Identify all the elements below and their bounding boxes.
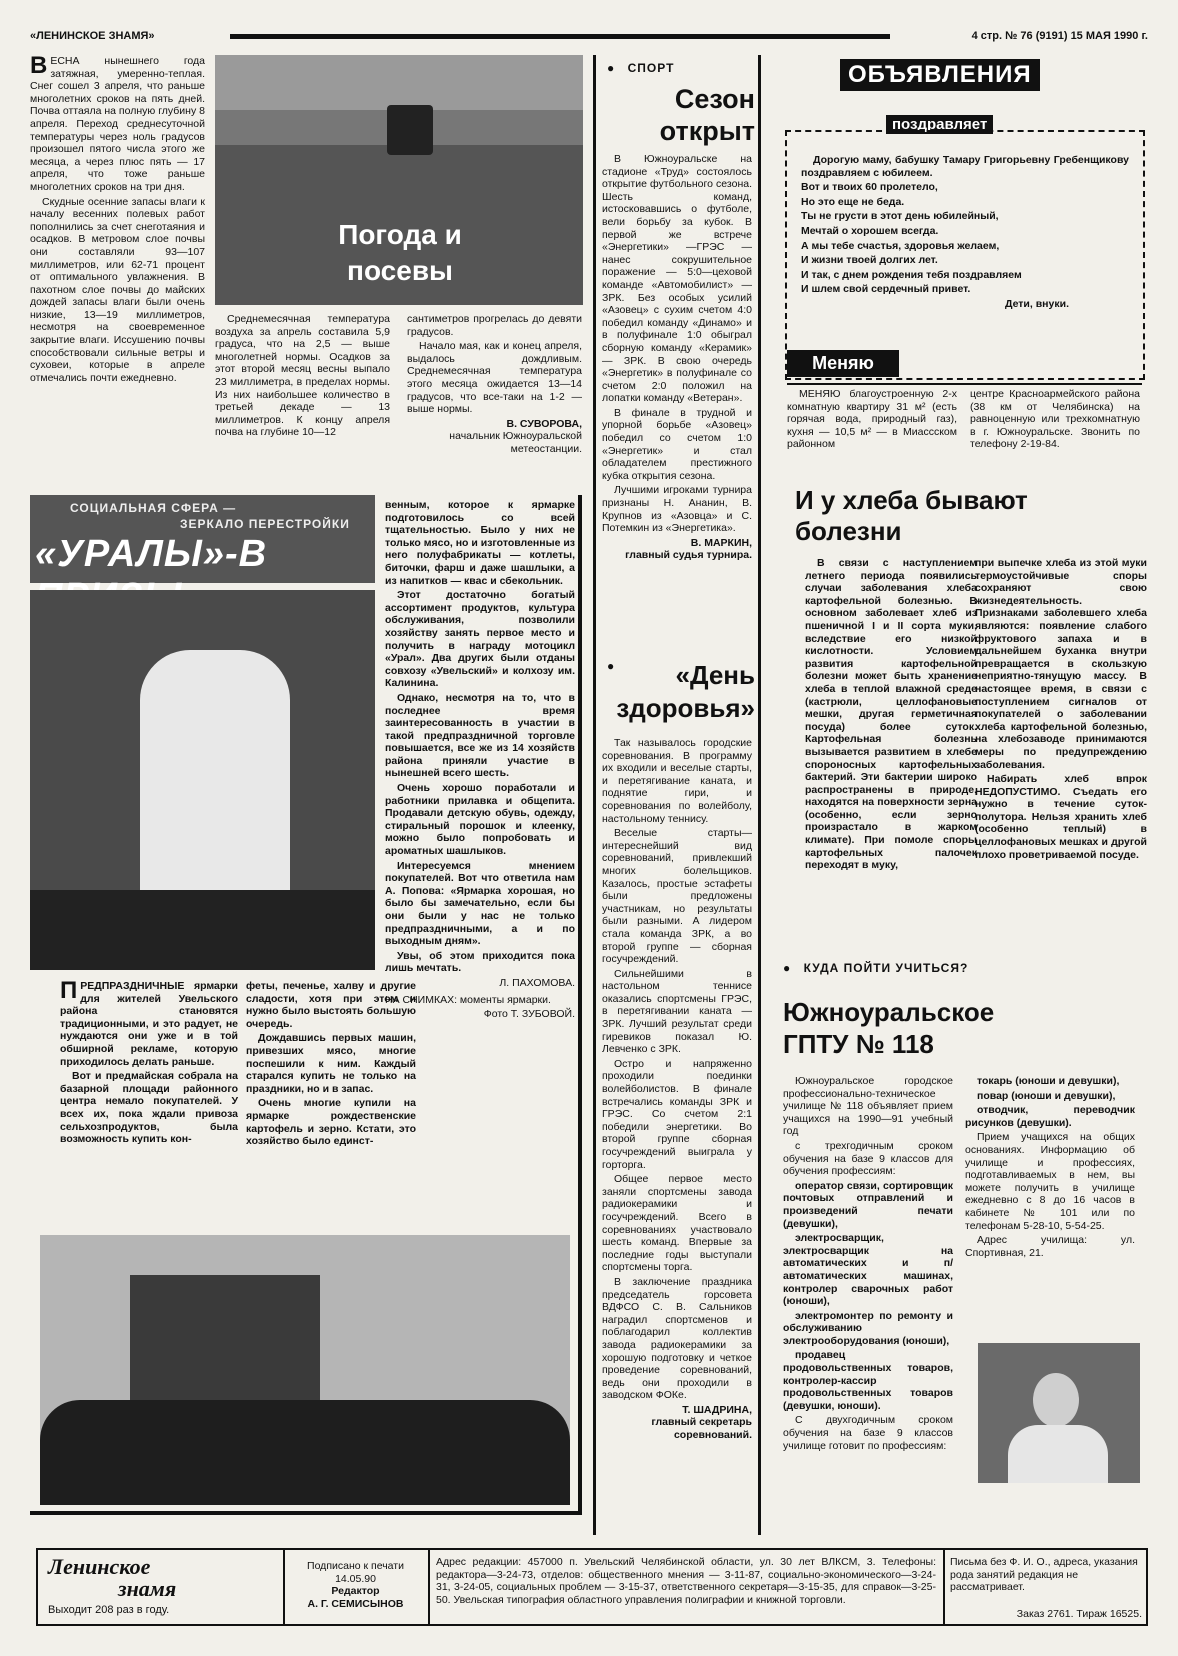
footer-signed-date: 14.05.90 (335, 1572, 376, 1585)
school-rubric-label: КУДА ПОЙТИ УЧИТЬСЯ? (803, 961, 969, 975)
social-paragraph: венным, которое к ярмарке подготовилось со всей тщательностью. Было у них не только мясо, но и изготовленные из него полуфабрикаты — котлеты, биточки, фарш и даже шашлыки, а из напитков — квас и сбекольник. (385, 499, 576, 587)
ads-exchange-label: Меняю (787, 350, 899, 377)
sport-rubric (607, 61, 674, 75)
footer-editor-name: А. Г. СЕМИСЫНОВ (307, 1597, 404, 1610)
social-paragraph: Дождавшись первых машин, привезших мясо, многие поспешили к ним. Каждый старался купить не только на праздники, но и в запас. (246, 1032, 416, 1095)
ads-congrats-verse: Но это еще не беда. (801, 195, 905, 208)
social-photo-crowd (40, 1235, 570, 1505)
social-rubric (30, 495, 375, 583)
school-paragraph: Прием учащихся на общих основаниях. Информацию об училище и профессиях, подготавливаемых в нем, вы можете получить в училище ежедневно с 8 до 16 часов в кабинете № 101 или по телефонам 5-28-10, 5-54-25. (965, 1131, 1135, 1232)
ads-congrats-label: поздравляет (886, 115, 993, 134)
photo-crowd (40, 1400, 570, 1505)
sport-paragraph: Веселые старты— интереснейший вид соревнований, привлекший многих болельщиков. Казалось, простые эстафеты были предложены участникам, но результаты были разными. А лидером стала команда ЗРК, а во второй группе — сборная госучреждений. (602, 827, 752, 966)
sport-paragraph: В финале в трудной и упорной борьбе «Азовец» победил со счетом 1:0 «Энергетик» и стал обладателем престижного кубка открытия сезона. (602, 406, 752, 482)
sport-headline-2: «День здоровья» (616, 660, 755, 723)
ads-exchange-text: МЕНЯЮ благоустроенную 2-х комнатную квартиру 31 м² (есть горячая вода, природный газ), кухня — 10,5 м² — в Миассском районном (787, 388, 957, 451)
ads-congrats-verse: Ты не грусти в этот день юбилейный, (801, 210, 999, 223)
ads-section (780, 55, 1150, 475)
social-paragraph: Увы, об этом приходится пока лишь мечтать. (385, 949, 575, 975)
school-profession: электросварщик, электросварщик на автоматических и п/автоматических машинах, контролер сварочных работ (юноши), (783, 1232, 953, 1308)
social-caption: НА СНИМКАХ: моменты ярмарки. (385, 993, 551, 1006)
sport-paragraph: В Южноуральске на стадионе «Труд» состоялось открытие футбольного сезона. Шесть команд, истосковавшись о футболе, вели борьбу за кубок. В первой же встрече «Энергетики» —ГРЭС — нанес сокрушительное поражение — 5:0—цеховой команде «Автомобилист» — ЗРК. Без особых усилий «Азовец» с сухим счетом 4:0 победил команду «Динамо» и в полуфинале 1:0 обыграл сборную команду «Керамик» — ЗРК. В свою очередь «Энергетик» в полуфинале со счетом 2:0 положил на лопатки команду «Ветеран». (602, 153, 752, 405)
ads-congrats-verse: И так, с днем рождения тебя поздравляем (801, 268, 1022, 281)
weather-signature-role: начальник Южноуральской метеостанции. (449, 430, 582, 455)
weather-col1 (30, 52, 205, 386)
photo-truck (130, 1275, 320, 1415)
social-border-bottom (30, 1511, 582, 1515)
weather-photo-tractor (215, 55, 583, 305)
bread-paragraph: Набирать хлеб впрок НЕДОПУСТИМО. Съедать его нужно в течение суток-полутора. Нельзя хранить хлеб (особенно теплый) в целлофановых мешках и другой плохо проветриваемой посуде. (975, 773, 1147, 861)
footer-editor-label: Редактор (331, 1585, 380, 1597)
ads-congrats-verse: Вот и твоих 60 пролетело, (801, 181, 938, 194)
school-photo-students (978, 1343, 1140, 1483)
sport-signature-1: В. МАРКИН, (690, 536, 752, 549)
ads-congrats-verse: Мечтай о хорошем всегда. (801, 224, 939, 237)
ads-congrats-intro: Дорогую маму, бабушку Тамару Григорьевну Гребенщикову поздравляем с юбилеем. (801, 154, 1129, 179)
bread-headline: И у хлеба бывают болезни (795, 485, 1028, 546)
social-col3 (385, 495, 575, 1021)
social-paragraph: феты, печенье, халву и другие сладости, хотя при этом и нужно было выстоять большую очередь. (246, 980, 416, 1030)
sport-headline-1: Сезон открыт (659, 84, 755, 146)
footer-signed-label: Подписано к печати (307, 1560, 404, 1572)
ads-congrats-signature: Дети, внуки. (1004, 297, 1069, 310)
sport-column (593, 55, 761, 1535)
sport-border-left (593, 55, 596, 1535)
sport-signature-2: Т. ШАДРИНА, (682, 1403, 752, 1416)
ads-exchange-col2 (970, 388, 1140, 453)
school-paragraph: Южноуральское городское профессионально-техническое училище № 118 объявляет прием учащихся на 1990—91 учебный год (783, 1075, 953, 1138)
ads-congrats-verse: И шлем свой сердечный привет. (801, 283, 971, 296)
sport-paragraph: Остро и напряженно проходили поединки волейболистов. В финале встречались команды ЗРК и ГРЭС. Со счетом 2:1 победили энергетики. Во второй группе сборная госучреждений выиграла у горторга. (602, 1057, 752, 1171)
weather-headline: Погода и посевы (338, 219, 462, 286)
school-col2 (965, 1075, 1135, 1261)
bread-paragraph: при выпечке хлеба из этой муки термоустойчивые споры сохраняют свою жизнедеятельность. Признаками заболевшего хлеба являются: появление слабого фруктового запаха и в дальнейшем буханка внутри превращается в скользкую неприятно-тянущую массу. В настоящее время, в связи с поступлением сигналов от покупателей о заболевании хлеба картофельной болезнью, на хлебозаводе принимаются меры по предупреждению заболевания. (975, 557, 1147, 771)
weather-paragraph: сантиметров прогрелась до девяти градусов. (407, 313, 582, 338)
photo-student-face (1033, 1373, 1079, 1427)
sport-body-1 (602, 153, 752, 562)
bread-paragraph: В связи с наступлением летнего периода появились случаи заболевания хлеба картофельной болезнью. В основном заболевает хлеб из пшеничной I и II сорта муки, вследствие его низкой кислотности. Условием развития картофельной болезни может быть хранение хлеба в теплой влажной среде (кастрюли, целлофановые мешки, другая герметичная посуда) более суток. Картофельная болезнь вызывается развитием в хлебе спороносных картофельных бактерий. Эти бактерии широко распространены в природе, находятся на поверхности зерна (особенно, если зерно произрастало в жарком климате). При помоле споры картофельных палочек переходят в муку, (805, 557, 977, 872)
weather-paragraph: Скудные осенние запасы влаги к началу весенних полевых работ пополнились за счет снеготаяния и осадков. В метровом слое почвы они составляли 93—107 миллиметров, или 62-71 процент от оптимального увлажнения. В пахотном слое почвы до майских дождей запасы влаги были очень низкие, 13—19 миллиметров, несмотря на своевременное закрытие влаги. Иссушению почвы способствовали сильные ветры и суховеи, которые в апреле отмечались почти ежедневно. (30, 195, 205, 384)
social-paragraph: Этот достаточно богатый ассортимент продуктов, культура обслуживания, позволили хозяйству занять первое место и получить в награду мотоцикл «Урал». Два других были отданы совхозу «Увельский» и колхозу им. Калинина. (385, 589, 575, 690)
sport-bullet-icon: ● (607, 61, 616, 75)
social-paragraph: Интересуемся мнением покупателей. Вот что ответила нам А. Попова: «Ярмарка хорошая, но было бы замечательно, если бы они были у нас не только предпраздничными, а и по выходным дням». (385, 859, 575, 948)
social-paragraph: Очень многие купили на ярмарке рождественские картофель и зерно. Кстати, это хозяйство было единст- (246, 1097, 416, 1148)
weather-drop-cap: В (30, 52, 48, 79)
school-profession: электромонтер по ремонту и обслуживанию электрооборудования (юноши), (783, 1309, 953, 1347)
social-article (30, 495, 585, 1530)
weather-paragraph: ЕСНА нынешнего года затяжная, умеренно-теплая. Снег сошел 3 апреля, что раньше многолетних сроков на пять дней. Почва оттаяла на полную глубину 8 апреля. Переход среднесуточной температуры через ноль градусов произошел пятого числа этого же месяца, а через плюс пять — 17 апреля, что тоже раньше многолетних сроков на три дня. (30, 55, 205, 193)
school-profession: продавец продовольственных товаров, контролер-кассир продовольственных товаров (девушки, юноши). (783, 1349, 953, 1412)
footer-signed (288, 1560, 423, 1610)
footer-order: Заказ 2761. Тираж 16525. (1016, 1608, 1142, 1620)
social-paragraph: Вот и предмайская собрала на базарной площади районного центра немало покупателей. У всех их, пока ждали привоза сельхозпродуктов, была возможность купить кон- (60, 1070, 238, 1146)
footer-logo (48, 1556, 278, 1616)
footer-logo-line1: Ленинское (48, 1554, 151, 1579)
ads-exchange-text: центре Красноармейского района (38 км от Челябинска) на равноценную или трехкомнатную в г. Южноуральске. Звонить по телефону 2-19-84. (970, 388, 1140, 451)
school-profession: повар (юноши и девушки), (977, 1089, 1116, 1102)
sport-border-right (758, 55, 761, 1535)
footer-divider (428, 1550, 430, 1624)
sport-paragraph: В заключение праздника председатель горсовета ВДФСО С. В. Сальников наградил спортсменов и поблагодарил коллектив завода радиокерамики за хорошую подготовку и четкое проведение соревнований, ведь они проходили в заводском ФОКе. (602, 1275, 752, 1402)
bread-col2 (975, 557, 1147, 863)
masthead (30, 30, 1148, 44)
school-headline-2: ГПТУ № 118 (783, 1029, 934, 1059)
social-col1 (60, 977, 238, 1148)
photo-tractor (387, 105, 433, 155)
footer-divider (283, 1550, 285, 1624)
social-border-right (578, 495, 582, 1515)
ads-congrats-verse: А мы тебе счастья, здоровья желаем, (801, 239, 1000, 252)
school-headline-1: Южноуральское (783, 997, 995, 1027)
school-paragraph: с трехгодичным сроком обучения на базе 9 классов для обучения профессиям: (783, 1139, 953, 1178)
bread-col1 (805, 557, 977, 874)
school-paragraph: С двухгодичным сроком обучения на базе 9 классов училище готовит по профессиям: (783, 1414, 953, 1452)
social-photo-credit: Фото Т. ЗУБОВОЙ. (483, 1008, 575, 1021)
school-rubric (783, 961, 968, 975)
social-signature: Л. ПАХОМОВА. (499, 976, 575, 989)
footer-letters-note: Письма без Ф. И. О., адреса, указания рода занятий редакция не рассматривает. (950, 1556, 1138, 1593)
school-profession: отводчик, переводчик рисунков (девушки). (965, 1104, 1135, 1129)
ads-exchange-col1 (787, 388, 957, 453)
social-paragraph: Очень хорошо поработали и работники прилавка и общепита. Продавали детскую обувь, одежду, стиральный порошок и клеенку, можно было попробовать и ароматных шашлыков. (385, 782, 575, 858)
footer-divider (943, 1550, 945, 1624)
sport-signature-1-role: главный судья турнира. (625, 549, 752, 562)
bread-article (780, 485, 1150, 940)
masthead-rule (230, 34, 890, 39)
sport-bullet-icon: ● (607, 659, 616, 673)
school-article (780, 955, 1150, 1530)
footer-frequency: Выходит 208 раз в году. (48, 1604, 170, 1616)
footer-imprint (36, 1548, 1148, 1626)
social-photo-vendor (30, 590, 375, 970)
sport-rubric-label: СПОРТ (627, 61, 675, 75)
school-profession: оператор связи, сортировщик почтовых отправлений и произведений печати (девушки), (783, 1179, 953, 1230)
footer-logo-line2: знамя (118, 1576, 177, 1601)
ads-congrats-box (785, 130, 1145, 380)
masthead-issue-info: 4 стр. № 76 (9191) 15 МАЯ 1990 г. (971, 30, 1148, 42)
sport-paragraph: Лучшими игроками турнира признаны Н. Ананин, В. Крупнов из «Азовца» и С. Потемкин из «Энергетика». (602, 484, 752, 535)
social-rubric-line1: СОЦИАЛЬНАЯ СФЕРА — (70, 501, 237, 515)
sport-paragraph: Общее первое место заняли спортсмены завода радиокерамики и госучреждений. Всего в соревнованиях участвовало шесть команд. Впервые за последние годы выступали спортсмены торга. (602, 1173, 752, 1274)
sport-paragraph: Сильнейшими в настольном теннисе оказались спортсмены ГРЭС, в перетягивании каната — ЗРК. Лучший результат среди гиревиков показал Ю. Левченко с ЗРК. (602, 967, 752, 1056)
school-address: Адрес училища: ул. Спортивная, 21. (965, 1234, 1135, 1259)
social-paragraph: Однако, несмотря на то, что в последнее время заинтересованность в участии в такой предпраздничной торговле повышается, все же из 14 хозяйств района приняли участие в нынешней всего шесть. (385, 691, 575, 780)
ads-congrats-verse: И жизни твоей долгих лет. (801, 254, 938, 267)
weather-paragraph: Начало мая, как и конец апреля, выдалось дождливым. Среднемесячная температура этого месяца ожидается 13—14 градусов, что все-таки на 1-2 — выше нормы. (407, 340, 582, 416)
photo-vendor-coat (140, 650, 290, 910)
sport-body-2 (602, 737, 752, 1442)
ads-exchange-rule (787, 383, 1142, 385)
masthead-paper-name: «ЛЕНИНСКОЕ ЗНАМЯ» (30, 30, 155, 42)
school-bullet-icon: ● (783, 961, 792, 975)
sport-signature-2-role: главный секретарь соревнований. (651, 1416, 752, 1442)
weather-col2 (215, 313, 390, 441)
weather-signature: В. СУВОРОВА, (506, 417, 582, 430)
social-rubric-line2: ЗЕРКАЛО ПЕРЕСТРОЙКИ (180, 517, 350, 531)
photo-counter (30, 890, 375, 970)
school-col1 (783, 1075, 953, 1454)
social-headline: «УРАЛЫ»-В (35, 533, 268, 575)
weather-article (30, 52, 585, 485)
ads-title: ОБЪЯВЛЕНИЯ (840, 59, 1040, 91)
footer-address: Адрес редакции: 457000 п. Увельский Челябинской области, ул. 30 лет ВЛКСМ, 3. Телефоны: редактора—3-24-73, отделов: общественного мнения — 3-11-87, социально-экономического—3-24-31, 3-24-05, социальных проблем — 3-15-37, ответственного секретаря—3-15-35, для справок—3-25-50. Увельская типография областного управления полиграфии и книжной торговли. (436, 1556, 936, 1606)
school-profession: токарь (юноши и девушки), (977, 1075, 1120, 1087)
weather-col3 (407, 313, 582, 456)
sport-paragraph: Так называлось городские соревнования. В программу их входили и веселые старты, и перетягивание каната, и поднятие гири, и соревнования по волейболу, настольному теннису. (602, 737, 752, 825)
social-paragraph: РЕДПРАЗДНИЧНЫЕ ярмарки для жителей Увельского района становятся традиционными, и это радует, не нуждаются они уже и в той обширной рекламе, которую приходилось делать раньше. (60, 980, 238, 1068)
weather-paragraph: Среднемесячная температура воздуха за апрель составила 5,9 градуса, что на 2,5 — выше многолетней нормы. Осадков за этот второй месяц весны выпало 23 миллиметра, в пределах нормы. Из них наибольшее количество в третьей декаде — 13 миллиметров. К концу апреля почва на глубине 10—12 (215, 313, 390, 439)
photo-student-uniform (1008, 1425, 1108, 1483)
social-drop-cap: П (60, 977, 78, 1004)
